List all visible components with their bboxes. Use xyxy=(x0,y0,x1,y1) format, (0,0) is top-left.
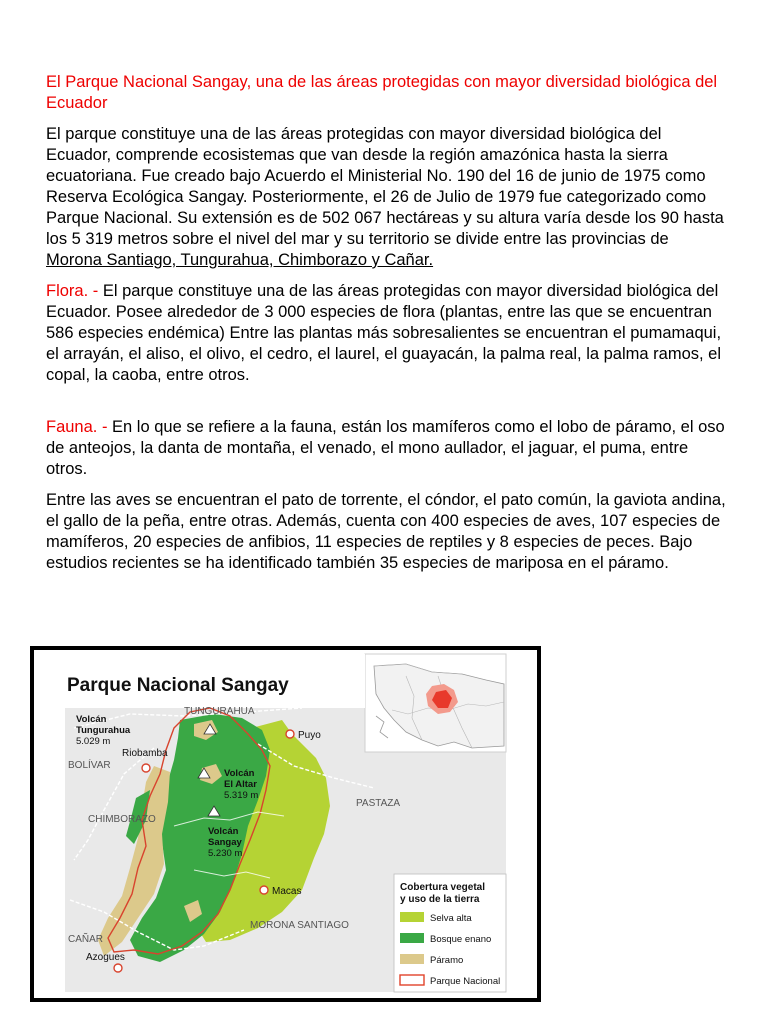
azogues-label: Azogues xyxy=(86,952,125,963)
svg-text:5.029 m: 5.029 m xyxy=(76,736,111,747)
svg-text:5.230 m: 5.230 m xyxy=(208,848,243,859)
province-tungurahua-label: TUNGURAHUA xyxy=(184,706,255,717)
paragraph-spacer xyxy=(46,396,726,417)
legend-swatch-park xyxy=(400,975,424,985)
riobamba-label: Riobamba xyxy=(122,748,168,759)
fauna-text: En lo que se refiere a la fauna, están los mamíferos como el lobo de páramo, el oso de anteojos, la danta de montaña, el venado, el mono aullador, el jaguar, el puma, entre otros. xyxy=(46,418,725,478)
document-heading: El Parque Nacional Sangay, una de las áreas protegidas con mayor diversidad biológica del Ecuador xyxy=(46,73,718,112)
svg-text:Volcán: Volcán xyxy=(76,714,107,725)
volcano-sangay-label xyxy=(208,826,243,859)
svg-text:El Altar: El Altar xyxy=(224,779,257,790)
fauna-label: Fauna. - xyxy=(46,418,108,436)
riobamba-marker xyxy=(142,764,150,772)
flora-text: El parque constituye una de las áreas protegidas con mayor diversidad biológica del Ecuador. Posee alrededor de 3 000 especies de flora (plantas, entre las que se encuentran 586 especies endémica) Entre las plantas más sobresalientes se encuentran el pumamaqui, el arrayán, el aliso, el olivo, el cedro, el laurel, el guayacán, la palma real, la palma ramos, el copal, la caoba, entre otros. xyxy=(46,282,722,384)
volcano-altar-label xyxy=(224,768,258,801)
legend-swatch-bosque xyxy=(400,933,424,943)
svg-text:Volcán: Volcán xyxy=(224,768,255,779)
province-canar-label: CAÑAR xyxy=(68,934,104,945)
province-pastaza-label: PASTAZA xyxy=(356,798,401,809)
macas-label: Macas xyxy=(272,886,302,897)
puyo-marker xyxy=(286,730,294,738)
svg-text:Tungurahua: Tungurahua xyxy=(76,725,131,736)
map-title: Parque Nacional Sangay xyxy=(67,675,289,696)
legend-title-line1: Cobertura vegetal xyxy=(400,882,486,893)
birds-paragraph: Entre las aves se encuentran el pato de torrente, el cóndor, el pato común, la gaviota andina, el gallo de la peña, entre otras. Además, cuenta con 400 especies de aves, 107 especies de mamíferos, 20 especies de anfibios, 11 especies de reptiles y 8 especies de peces. Bajo estudios recientes se ha identificado también 35 especies de mariposa en el páramo. xyxy=(46,491,726,572)
svg-text:Volcán: Volcán xyxy=(208,826,239,837)
legend-swatch-selva xyxy=(400,912,424,922)
map-legend xyxy=(394,874,506,992)
azogues-marker xyxy=(114,964,122,972)
legend-label-bosque: Bosque enano xyxy=(430,934,492,945)
flora-label: Flora. - xyxy=(46,282,99,300)
park-map-figure xyxy=(30,646,541,1002)
park-map xyxy=(34,650,537,998)
intro-paragraph xyxy=(46,124,726,271)
legend-label-selva: Selva alta xyxy=(430,913,472,924)
document-page xyxy=(46,72,726,584)
macas-marker xyxy=(260,886,268,894)
legend-label-park: Parque Nacional xyxy=(430,976,501,987)
provinces-link[interactable]: Morona Santiago, Tungurahua, Chimborazo y Cañar. xyxy=(46,251,434,269)
province-chimborazo-label: CHIMBORAZO xyxy=(88,814,156,825)
fauna-paragraph xyxy=(46,417,726,480)
legend-title-line2: y uso de la tierra xyxy=(400,894,480,905)
province-morona-label: MORONA SANTIAGO xyxy=(250,920,349,931)
intro-text: El parque constituye una de las áreas protegidas con mayor diversidad biológica del Ecuador, comprende ecosistemas que van desde la región amazónica hasta la sierra ecuatoriana. Fue creado bajo Acuerdo el Ministerial No. 190 del 16 de junio de 1975 como Reserva Ecológica Sangay. Posteriormente, el 26 de Julio de 1979 fue categorizado como Parque Nacional. Su extensión es de 502 067 hectáreas y su altura varía desde los 90 hasta los 5 319 metros sobre el nivel del mar y su territorio se divide entre las provincias de xyxy=(46,125,724,248)
locator-inset xyxy=(365,654,506,752)
legend-swatch-paramo xyxy=(400,954,424,964)
puyo-label: Puyo xyxy=(298,730,321,741)
svg-text:5.319 m: 5.319 m xyxy=(224,790,259,801)
svg-text:Sangay: Sangay xyxy=(208,837,242,848)
legend-label-paramo: Páramo xyxy=(430,955,464,966)
province-bolivar-label: BOLÍVAR xyxy=(68,760,111,771)
flora-paragraph xyxy=(46,281,726,386)
